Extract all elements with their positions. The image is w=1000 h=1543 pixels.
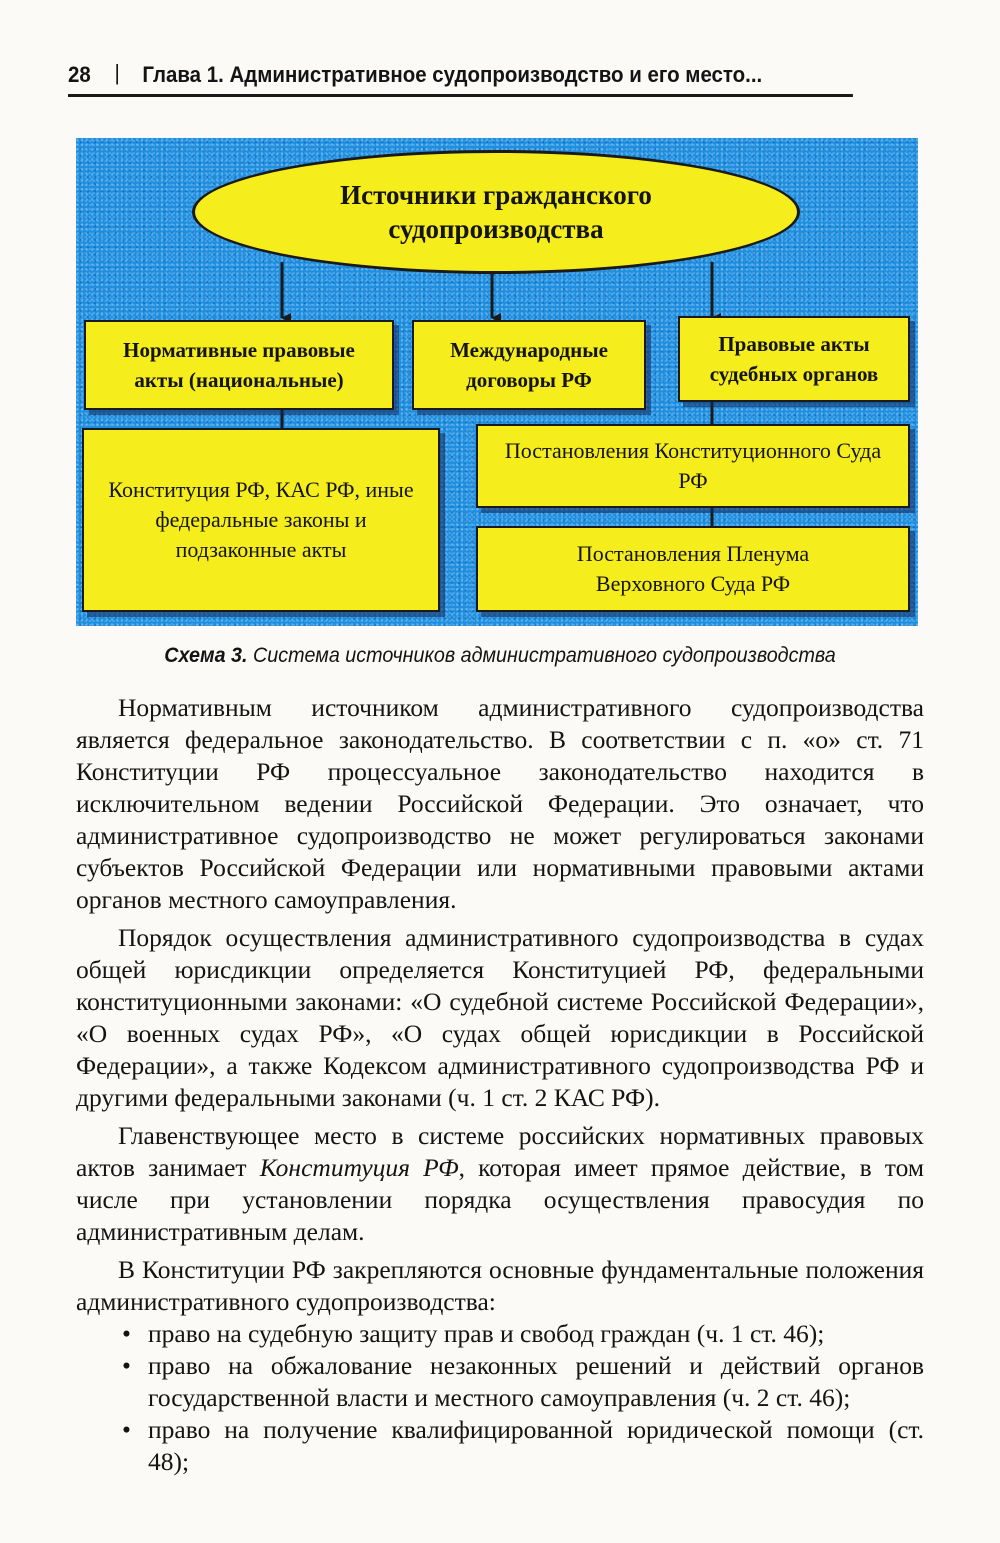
box-constitution-laws-label: Конституция РФ, КАС РФ, иные федеральные законы и подзаконные акты <box>108 477 414 562</box>
paragraph-3-end: , которая имеет прямое действие, в том числе при установлении порядка осуществления правосудия по административным делам. <box>76 1153 924 1246</box>
box-national-acts <box>84 320 394 410</box>
list-item-text: право на судебную защиту прав и свобод граждан (ч. 1 ст. 46); <box>148 1319 825 1348</box>
chapter-title: Глава 1. Административное судопроизводство и его место... <box>142 62 763 87</box>
list-item <box>76 1350 924 1414</box>
box-supreme-court-plenum-label: Постановления Пленума Верховного Суда РФ <box>576 541 810 596</box>
paragraph-3 <box>76 1120 924 1248</box>
caption-text: Система источников административного судопроизводства <box>253 644 836 667</box>
list-item-text: право на получение квалифицированной юридической помощи (ст. 48); <box>148 1415 924 1476</box>
bullet-icon: • <box>122 1319 131 1348</box>
paragraph-2: Порядок осуществления административного судопроизводства в судах общей юрисдикции определяется Конституцией РФ, федеральными конституционными законами: «О судебной системе Российской Федерации», «О военных судах РФ», «О судах общей юрисдикции в Российской Федерации», а также Кодексом административного судопроизводства РФ и другими федеральными законами (ч. 1 ст. 2 КАС РФ). <box>76 923 924 1112</box>
bullet-icon: • <box>122 1351 131 1380</box>
box-court-acts-label: Правовые акты судебных органов <box>709 332 879 386</box>
rights-list <box>76 1318 924 1478</box>
box-supreme-court-plenum <box>476 526 910 612</box>
bullet-icon: • <box>122 1415 131 1444</box>
list-item-text: право на обжалование незаконных решений и действий органов государственной власти и местного самоуправления (ч. 2 ст. 46); <box>148 1351 924 1412</box>
header-separator: | <box>114 60 120 85</box>
root-label: Источники гражданского судопроизводства <box>340 180 652 244</box>
box-constitutional-court-label: Постановления Конституционного Суда РФ <box>504 438 882 493</box>
paragraph-3-start: Главенствующее место в системе российских нормативных правовых актов занимает <box>76 1121 924 1182</box>
list-item <box>76 1414 924 1478</box>
box-constitution-laws <box>82 428 440 612</box>
list-item <box>76 1318 924 1350</box>
box-national-acts-label: Нормативные правовые акты (национальные) <box>123 338 355 392</box>
caption-label: Схема 3. <box>164 644 248 667</box>
running-header <box>68 50 853 97</box>
box-constitutional-court <box>476 424 910 508</box>
sources-diagram <box>76 138 918 626</box>
paragraph-1: Нормативным источником административного судопроизводства является федеральное законодательство. В соответствии с п. «о» ст. 71 Конституции РФ процессуальное законодательство находится в исключительном ведении Российской Федерации. Это означает, что административное судопроизводство не может регулироваться законами субъектов Российской Федерации или нормативными правовыми актами органов местного самоуправления. <box>76 693 924 914</box>
box-court-acts <box>678 316 910 402</box>
page-number: 28 <box>68 62 91 87</box>
emphasis-constitution: Конституция РФ <box>259 1153 459 1182</box>
root-ellipse <box>192 150 800 274</box>
paragraph-4: В Конституции РФ закрепляются основные фундаментальные положения административного судопроизводства: <box>76 1255 924 1316</box>
box-international-treaties <box>412 320 646 410</box>
box-international-treaties-label: Международные договоры РФ <box>450 338 608 392</box>
figure-caption <box>30 644 970 668</box>
body-text <box>76 692 924 1478</box>
